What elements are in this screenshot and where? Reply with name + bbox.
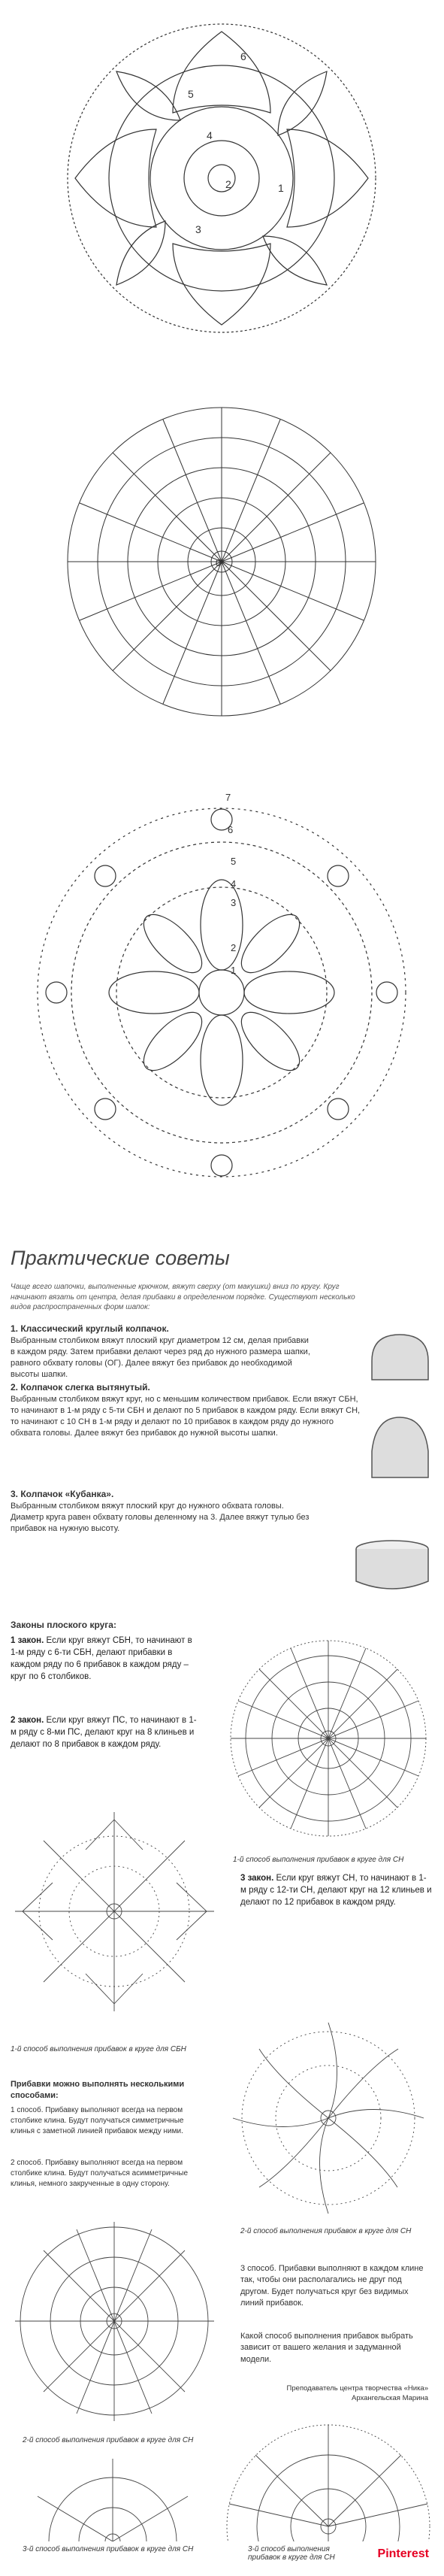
svg-text:1: 1 — [231, 965, 237, 976]
circle-diagram-sbn — [8, 1805, 222, 2019]
crochet-diagram-lace — [34, 774, 409, 1211]
tip-3-text: Выбранным столбиком вяжут плоский круг до нужного обхвата головы. Диаметр круга равен обхвату головы деленному на 3. Далее вяжут тулью без прибавок на нужную высоту. — [11, 1502, 310, 1533]
svg-text:1: 1 — [278, 182, 284, 194]
circle-diagram-sn-1 — [225, 1635, 432, 1842]
method-2-text: 2 способ. Прибавку выполняют всегда на первом столбике клина. Будут получаться асимметричные клинья, немного закрученные в одну сторону. — [11, 2159, 189, 2188]
author-credit — [240, 2384, 428, 2404]
caption-sn-1: 1-й способ выполнения прибавок в круге для СН — [233, 1856, 404, 1864]
credit-role: Преподаватель центра творчества «Ника» — [286, 2384, 428, 2393]
law-2 — [11, 1714, 198, 1750]
law-3-label: 3 закон. — [240, 1874, 274, 1883]
svg-text:7: 7 — [225, 792, 231, 803]
law-2-label: 2 закон. — [11, 1716, 44, 1725]
law-1-label: 1 закон. — [11, 1636, 44, 1645]
svg-text:4: 4 — [231, 878, 237, 889]
law-1-text: Если круг вяжут СБН, то начинают в 1-м ряду с 6-ти СБН, делают прибавки в каждом ряду по 6 прибавок в каждом ряду – круг по 6 столбиков. — [11, 1636, 192, 1682]
caption-sbn: 1-й способ выполнения прибавок в круге для СБН — [11, 2045, 186, 2053]
lace-chart-svg — [34, 774, 409, 1211]
law-3 — [240, 1872, 432, 1908]
closing-text: Какой способ выполнения прибавок выбрать зависит от вашего желания и задуманной модели. — [240, 2332, 413, 2364]
hat-shape-elongated-icon — [368, 1414, 432, 1481]
law-2-text: Если круг вяжут ПС, то начинают в 1-м ряду с 8-ми ПС, делают круг на 8 клиньев и делают по 8 прибавок в каждом ряду. — [11, 1716, 197, 1750]
tip-2-text: Выбранным столбиком вяжут круг, но с меньшим количеством прибавок. Если вяжут СБН, то начинают в 1-м ряду с 5-ти СБН и делают по 5 прибавок в каждом ряду. Если вяжут СН, то начинают с 10 СН в 1-м ряду и делают по 10 прибавок в каждом ряду до нужного обхвата головы. Далее вяжут без прибавок до нужной высоты шапки. — [11, 1395, 361, 1438]
svg-text:2: 2 — [225, 178, 231, 190]
svg-text:5: 5 — [188, 88, 194, 100]
svg-text:2: 2 — [231, 942, 237, 953]
rays-chart-svg — [56, 395, 387, 729]
petals-chart-svg — [53, 8, 391, 350]
svg-text:6: 6 — [240, 50, 246, 62]
section-heading: Практические советы — [11, 1247, 230, 1269]
law-3-text: Если круг вяжут СН, то начинают в 1-м ряду с 12-ти СН, делают круг на 12 клиньев и делают по 12 прибавок в каждом ряду. — [240, 1874, 432, 1908]
circle-diagram-method-3-right — [225, 2414, 432, 2541]
circle-diagram-left-lower — [8, 2214, 222, 2429]
caption-method-3-right: 3-й способ выполнения прибавок в круге для СН — [248, 2545, 335, 2562]
pinterest-watermark: Pinterest — [377, 2547, 429, 2560]
method-3-text: 3 способ. Прибавки выполняют в каждом клине так, чтобы они располагались не друг под другом. Будет получаться круг без видимых линий прибавок. — [240, 2264, 424, 2308]
svg-text:3: 3 — [195, 223, 201, 235]
svg-text:4: 4 — [207, 129, 213, 141]
svg-text:3: 3 — [231, 897, 237, 908]
law-1 — [11, 1635, 198, 1683]
tip-1-title: 1. Классический круглый колпачок. — [11, 1323, 169, 1334]
laws-title: Законы плоского круга: — [11, 1620, 116, 1630]
circle-diagram-method-2 — [225, 2015, 432, 2222]
crochet-diagram-petals — [53, 8, 391, 350]
tip-2-title: 2. Колпачок слегка вытянутый. — [11, 1382, 150, 1393]
svg-text:0: 0 — [216, 557, 222, 568]
credit-name: Архангельская Марина — [351, 2394, 428, 2403]
svg-text:5: 5 — [231, 856, 237, 867]
crochet-diagram-rays — [56, 395, 387, 729]
caption-method-2-left: 2-й способ выполнения прибавок в круге для СН — [23, 2436, 194, 2444]
tip-1-text: Выбранным столбиком вяжут плоский круг диаметром 12 см, делая прибавки в каждом ряду. Затем прибавки делают через ряд до нужного размера шапки, равного обхвату головы (ОГ). Далее вяжут без прибавок до необходимой высоты шапки. — [11, 1336, 310, 1379]
hat-shape-classic-icon — [368, 1331, 432, 1383]
methods-title: Прибавки можно выполнять несколькими способами: — [11, 2080, 185, 2100]
hat-shape-kubanka-icon — [353, 1538, 432, 1594]
caption-method-2-right: 2-й способ выполнения прибавок в круге для СН — [240, 2227, 412, 2235]
caption-method-3-left: 3-й способ выполнения прибавок в круге для СН — [23, 2545, 194, 2553]
svg-text:6: 6 — [228, 824, 234, 835]
tip-3-title: 3. Колпачок «Кубанка». — [11, 1489, 114, 1499]
circle-diagram-method-3-left — [8, 2451, 218, 2541]
intro-text: Чаще всего шапочки, выполненные крючком, вяжут сверху (от макушки) вниз по кругу. Круг начинают вязать от центра, делая прибавки в определенном порядке. Существуют несколько видов распространенных форм шапок: — [11, 1283, 355, 1311]
method-1-text: 1 способ. Прибавку выполняют всегда на первом столбике клина. Будут получаться симметричные клинья с заметной линией прибавок между ними. — [11, 2106, 184, 2135]
